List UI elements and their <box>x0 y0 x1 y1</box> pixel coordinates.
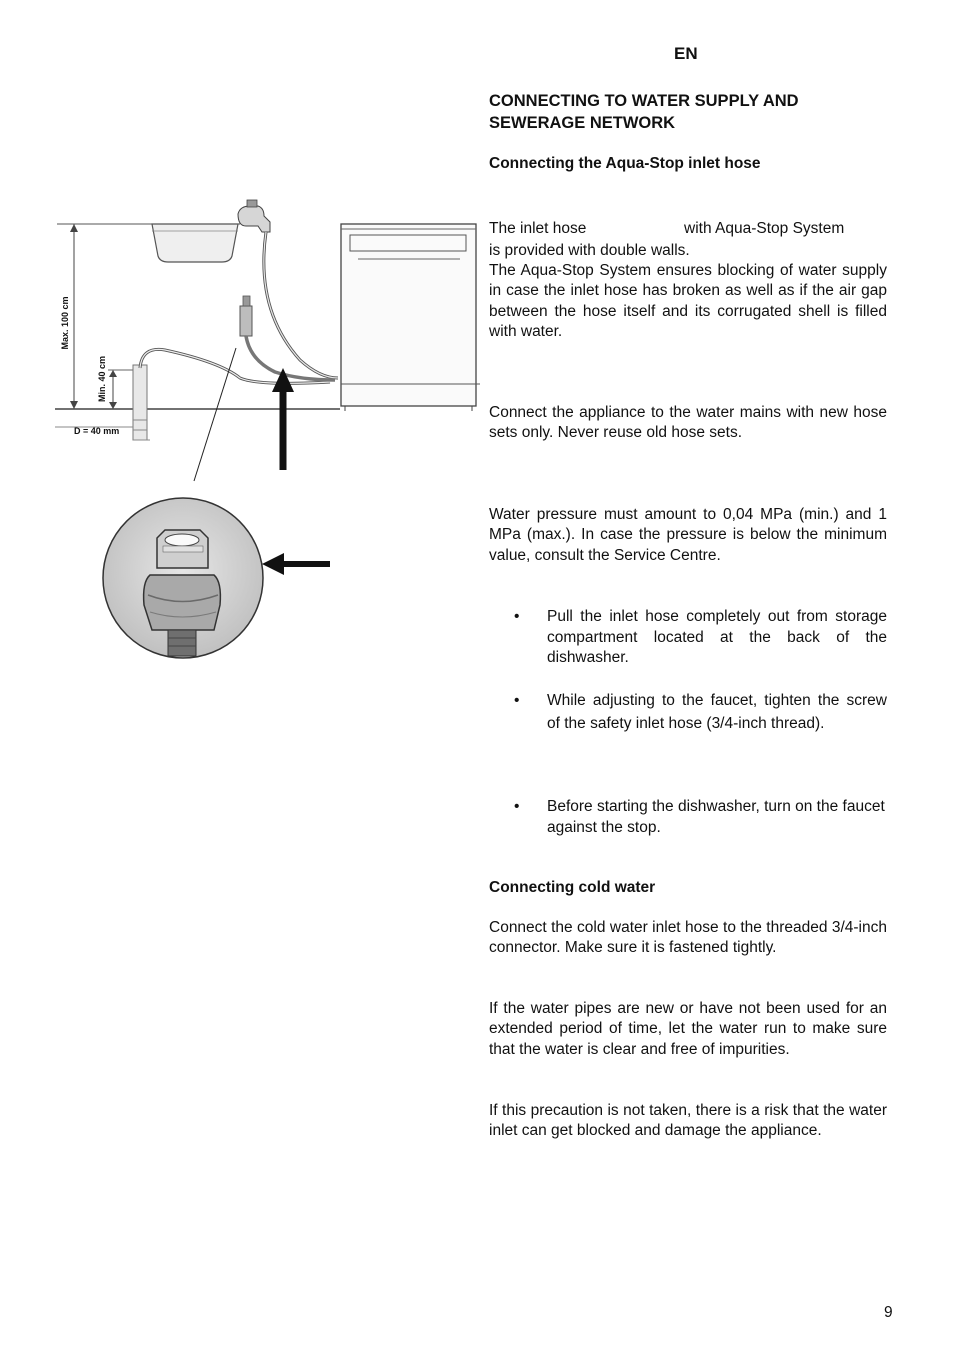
para-aquastop-system: The Aqua-Stop System ensures blocking of water supply in case the inlet hose has broken as well as if the air gap between the hose itself and its corrugated shell is filled with water. <box>489 262 887 340</box>
label-max-100cm: Max. 100 cm <box>60 296 70 350</box>
page-number: 9 <box>884 1304 893 1321</box>
inlet-hose <box>264 232 338 378</box>
label-min-40cm: Min. 40 cm <box>97 356 107 403</box>
para-connect-new-hose: Connect the appliance to the water mains with new hose sets only. Never reuse old hose sets. <box>489 404 887 442</box>
para-inlet-hose <box>489 219 887 261</box>
para-precaution: If this precaution is not taken, there is a risk that the water inlet can get blocked and damage the appliance. <box>489 1102 887 1140</box>
leader-line <box>194 348 236 481</box>
list-item <box>514 689 905 735</box>
bullet-text: Before starting the dishwasher, turn on the faucet against the stop. <box>547 798 885 836</box>
section-title: CONNECTING TO WATER SUPPLY AND SEWERAGE NETWORK <box>489 92 799 132</box>
bullet-icon: • <box>514 692 520 709</box>
bullet-text: Pull the inlet hose completely out from storage compartment located at the back of the dishwasher. <box>547 608 887 666</box>
list-item <box>514 607 887 669</box>
bullet-icon: • <box>514 608 520 625</box>
inlet-hose-text-a: The inlet hose <box>489 220 587 237</box>
para-cold-water: Connect the cold water inlet hose to the threaded 3/4-inch connector. Make sure it is fastened tightly. <box>489 919 887 957</box>
sink <box>152 224 238 262</box>
para-new-pipes: If the water pipes are new or have not been used for an extended period of time, let the water run to make sure that the water is clear and free of impurities. <box>489 1000 887 1058</box>
aqua-stop-valve <box>240 306 252 336</box>
faucet <box>238 206 270 232</box>
language-label: EN <box>674 44 698 63</box>
para-water-pressure: Water pressure must amount to 0,04 MPa (min.) and 1 MPa (max.). In case the pressure is below the minimum value, consult the Service Centre. <box>489 506 887 564</box>
label-d-40mm: D = 40 mm <box>74 426 120 436</box>
inlet-hose-text-c: is provided with double walls. <box>489 242 690 259</box>
inlet-hose-text-b: with Aqua-Stop System <box>684 220 845 237</box>
subtitle-aquastop: Connecting the Aqua-Stop inlet hose <box>489 155 761 172</box>
list-item <box>514 797 887 838</box>
bullet-icon: • <box>514 798 520 815</box>
subtitle-cold-water: Connecting cold water <box>489 879 656 896</box>
bullet-text: While adjusting to the faucet, tighten the screw of the safety inlet hose (3/4-inch thread). <box>547 692 905 732</box>
drain-pipe <box>133 365 147 440</box>
